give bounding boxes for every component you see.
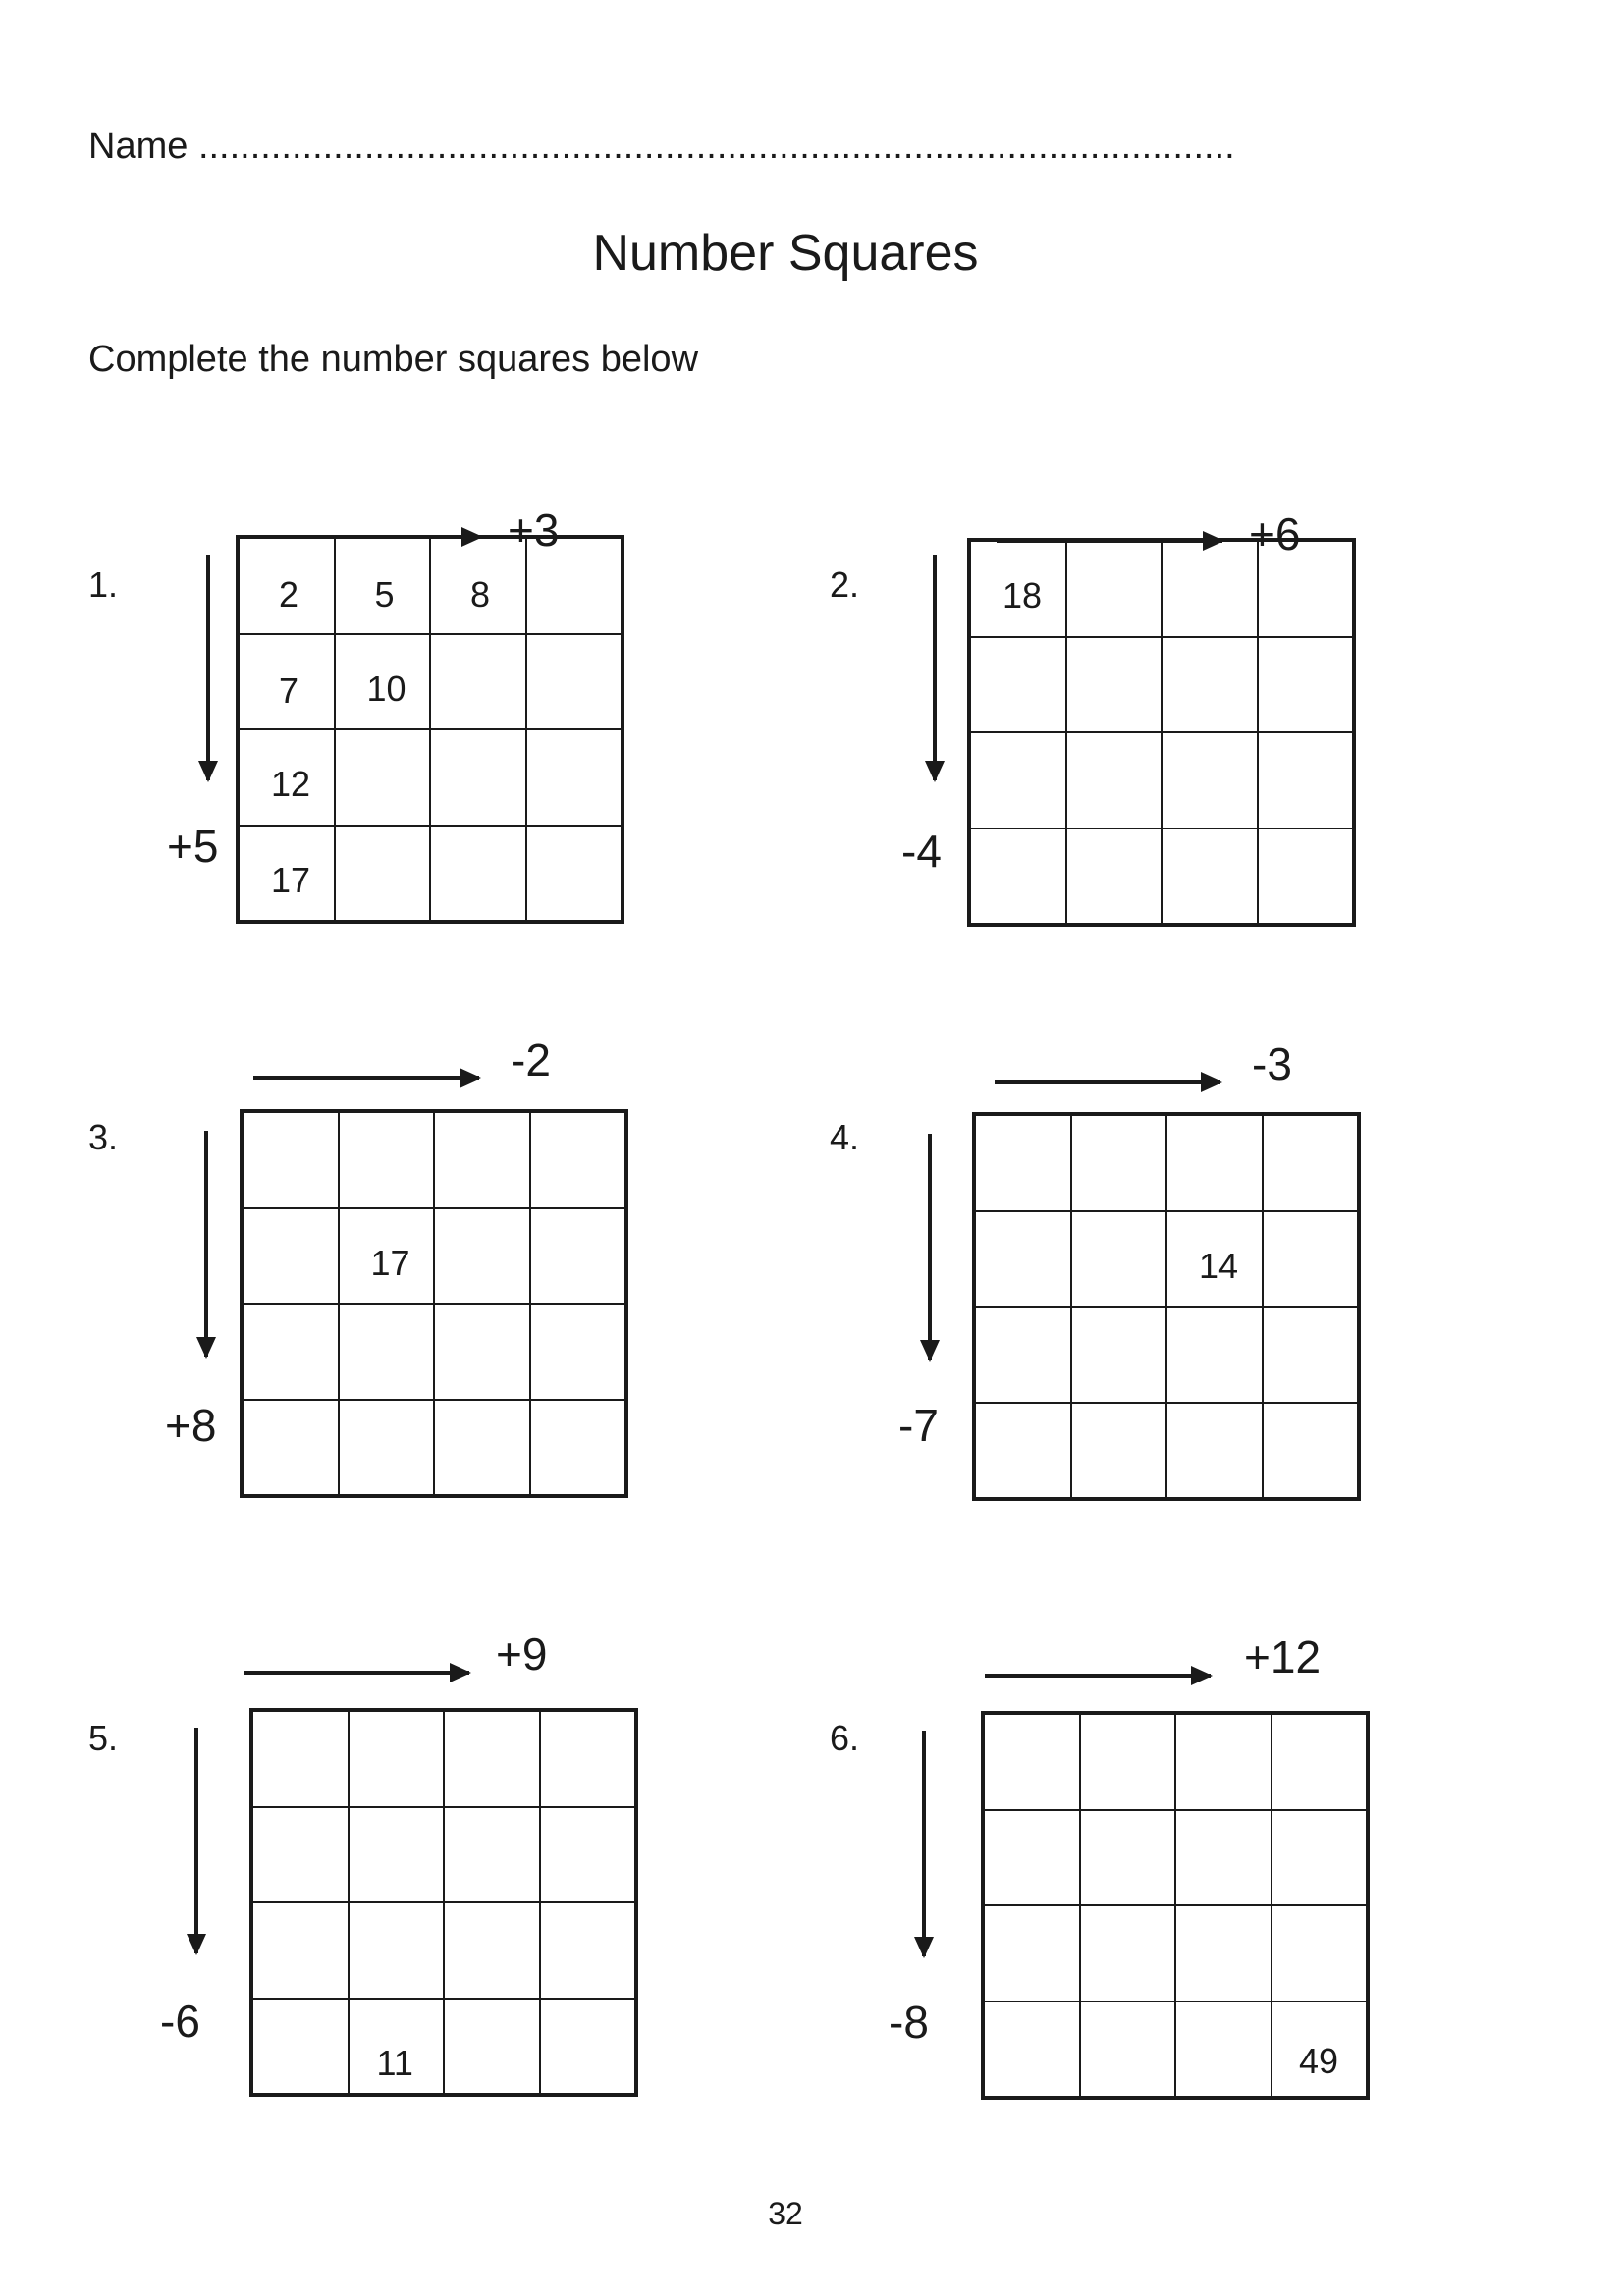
- grid-cell[interactable]: [970, 828, 1066, 925]
- number-grid: [967, 538, 1356, 927]
- grid-cell[interactable]: [1066, 541, 1163, 637]
- grid-cell[interactable]: [1272, 1714, 1368, 1810]
- grid-cell[interactable]: [1166, 1403, 1263, 1499]
- number-grid: [972, 1112, 1361, 1501]
- grid-cell[interactable]: [1258, 828, 1354, 925]
- grid-cell[interactable]: [1066, 828, 1163, 925]
- across-arrow-icon: [995, 1080, 1220, 1084]
- grid-cell[interactable]: [975, 1307, 1071, 1403]
- across-rule: -2: [511, 1035, 551, 1086]
- grid-cell[interactable]: [530, 1304, 626, 1400]
- grid-cell[interactable]: [349, 1902, 445, 1999]
- grid-cell[interactable]: [1071, 1403, 1167, 1499]
- grid-cell[interactable]: [430, 538, 526, 634]
- grid-cell[interactable]: [1162, 637, 1258, 733]
- grid-cell[interactable]: [444, 1807, 540, 1903]
- down-arrow-icon: [206, 555, 210, 780]
- grid-cell[interactable]: [526, 826, 623, 922]
- instruction-text: Complete the number squares below: [88, 339, 699, 380]
- across-rule: +12: [1244, 1631, 1322, 1682]
- grid-cell[interactable]: [1263, 1307, 1359, 1403]
- puzzle-3: [88, 1035, 795, 1639]
- grid-cell[interactable]: [339, 1304, 435, 1400]
- grid-cell[interactable]: [975, 1115, 1071, 1211]
- puzzle-number: 4.: [830, 1117, 860, 1157]
- puzzle-1: [88, 505, 795, 1065]
- puzzle-2: [830, 508, 1537, 1065]
- cell-value: 8: [470, 574, 491, 614]
- grid-cell[interactable]: [1071, 1115, 1167, 1211]
- cell-value: 11: [376, 2042, 413, 2083]
- grid-cell[interactable]: [1175, 1714, 1272, 1810]
- grid-cell[interactable]: [1272, 1905, 1368, 2002]
- grid-cell[interactable]: [1272, 1810, 1368, 1906]
- grid-cell[interactable]: [349, 1711, 445, 1807]
- grid-cell[interactable]: [1162, 732, 1258, 828]
- puzzle-6: [830, 1631, 1537, 2241]
- grid-cell[interactable]: [970, 637, 1066, 733]
- grid-cell[interactable]: [349, 1807, 445, 1903]
- grid-cell[interactable]: [1175, 1810, 1272, 1906]
- grid-cell[interactable]: [1080, 1905, 1176, 2002]
- grid-cell[interactable]: [252, 1999, 349, 2095]
- cell-value: 10: [366, 667, 406, 709]
- grid-cell[interactable]: [1066, 637, 1163, 733]
- name-blank[interactable]: ....................................................................................................: [197, 126, 1235, 167]
- grid-cell[interactable]: [1258, 541, 1354, 637]
- grid-cell[interactable]: [526, 729, 623, 826]
- grid-cell[interactable]: [339, 1400, 435, 1496]
- grid-cell[interactable]: [243, 1208, 339, 1305]
- grid-cell[interactable]: [430, 826, 526, 922]
- grid-cell[interactable]: [339, 1112, 435, 1208]
- down-rule: -6: [160, 1996, 200, 2047]
- down-rule: +8: [165, 1400, 217, 1451]
- grid-cell[interactable]: [1166, 1211, 1263, 1308]
- grid-cell[interactable]: [434, 1112, 530, 1208]
- number-grid: [249, 1708, 638, 2097]
- grid-cell[interactable]: [339, 1208, 435, 1305]
- name-line: [88, 126, 1235, 168]
- grid-cell[interactable]: [530, 1112, 626, 1208]
- grid-cell[interactable]: [984, 1810, 1080, 1906]
- grid-cell[interactable]: [434, 1208, 530, 1305]
- puzzle-5: [88, 1629, 795, 2238]
- across-arrow-icon: [253, 1076, 479, 1080]
- puzzle-number: 6.: [830, 1718, 860, 1758]
- down-arrow-icon: [928, 1134, 932, 1360]
- grid-cell[interactable]: [1080, 1810, 1176, 1906]
- grid-cell[interactable]: [430, 729, 526, 826]
- grid-cell[interactable]: [540, 1807, 636, 1903]
- down-arrow-icon: [194, 1728, 198, 1953]
- down-arrow-icon: [933, 555, 937, 780]
- down-arrow-icon: [204, 1131, 208, 1357]
- grid-cell[interactable]: [970, 541, 1066, 637]
- grid-cell[interactable]: [526, 538, 623, 634]
- grid-cell[interactable]: [530, 1208, 626, 1305]
- grid-cell[interactable]: [1080, 1714, 1176, 1810]
- grid-cell[interactable]: [335, 634, 431, 730]
- grid-cell[interactable]: [1166, 1307, 1263, 1403]
- puzzle-4: [830, 1039, 1537, 1642]
- cell-value: 12: [271, 764, 311, 804]
- across-rule: +3: [508, 505, 560, 556]
- down-rule: -7: [898, 1400, 939, 1451]
- grid-cell[interactable]: [335, 826, 431, 922]
- grid-cell[interactable]: [530, 1400, 626, 1496]
- number-grid: [981, 1711, 1370, 2100]
- grid-cell[interactable]: [1263, 1115, 1359, 1211]
- grid-cell[interactable]: [243, 1304, 339, 1400]
- cell-value: 2: [279, 574, 299, 614]
- cell-value: 5: [374, 574, 395, 614]
- across-arrow-icon: [985, 1674, 1211, 1678]
- grid-cell[interactable]: [984, 2002, 1080, 2098]
- grid-cell[interactable]: [444, 1999, 540, 2095]
- cell-value: 18: [1002, 575, 1043, 615]
- grid-cell[interactable]: [335, 538, 431, 634]
- grid-cell[interactable]: [243, 1400, 339, 1496]
- grid-cell[interactable]: [1162, 541, 1258, 637]
- puzzle-number: 2.: [830, 564, 860, 605]
- puzzle-number: 3.: [88, 1117, 119, 1157]
- grid-cell[interactable]: [1258, 637, 1354, 733]
- cell-value: 7: [279, 669, 299, 711]
- grid-cell[interactable]: [540, 1711, 636, 1807]
- across-arrow-icon: [244, 1671, 469, 1675]
- grid-cell[interactable]: [540, 1902, 636, 1999]
- grid-cell[interactable]: [252, 1902, 349, 1999]
- grid-cell[interactable]: [444, 1711, 540, 1807]
- grid-cell[interactable]: [1066, 732, 1163, 828]
- number-grid: [240, 1109, 628, 1498]
- grid-cell[interactable]: [526, 634, 623, 730]
- grid-cell[interactable]: [252, 1711, 349, 1807]
- grid-cell[interactable]: [1175, 1905, 1272, 2002]
- grid-cell[interactable]: [975, 1403, 1071, 1499]
- grid-cell[interactable]: [970, 732, 1066, 828]
- down-rule: +5: [167, 821, 219, 872]
- grid-cell[interactable]: [540, 1999, 636, 2095]
- grid-cell[interactable]: [239, 634, 335, 730]
- grid-cell[interactable]: [1080, 2002, 1176, 2098]
- cell-value: 17: [370, 1242, 410, 1283]
- cell-value: 14: [1199, 1245, 1239, 1286]
- page-title: Number Squares: [592, 225, 979, 282]
- number-grid: [236, 535, 624, 924]
- down-arrow-icon: [922, 1731, 926, 1956]
- name-label: Name: [88, 126, 189, 167]
- grid-cell[interactable]: [1071, 1211, 1167, 1308]
- across-rule: -3: [1252, 1039, 1292, 1090]
- puzzle-number: 1.: [88, 564, 119, 605]
- down-rule: -8: [889, 1997, 929, 2048]
- puzzle-number: 5.: [88, 1718, 119, 1758]
- grid-cell[interactable]: [252, 1807, 349, 1903]
- grid-cell[interactable]: [1162, 828, 1258, 925]
- grid-cell[interactable]: [430, 634, 526, 730]
- grid-cell[interactable]: [1258, 732, 1354, 828]
- across-rule: +9: [496, 1629, 548, 1680]
- grid-cell[interactable]: [1263, 1403, 1359, 1499]
- grid-cell[interactable]: [434, 1304, 530, 1400]
- grid-cell[interactable]: [1175, 2002, 1272, 2098]
- grid-cell[interactable]: [349, 1999, 445, 2095]
- grid-cell[interactable]: [1071, 1307, 1167, 1403]
- across-rule: +6: [1249, 508, 1301, 560]
- grid-cell[interactable]: [239, 826, 335, 922]
- grid-cell[interactable]: [239, 538, 335, 634]
- grid-cell[interactable]: [239, 729, 335, 826]
- cell-value: 49: [1298, 2041, 1338, 2081]
- page-number: 32: [768, 2196, 803, 2231]
- grid-cell[interactable]: [243, 1112, 339, 1208]
- cell-value: 17: [271, 859, 311, 900]
- grid-cell[interactable]: [1272, 2002, 1368, 2098]
- grid-cell[interactable]: [444, 1902, 540, 1999]
- grid-cell[interactable]: [984, 1905, 1080, 2002]
- grid-cell[interactable]: [434, 1400, 530, 1496]
- grid-cell[interactable]: [335, 729, 431, 826]
- down-rule: -4: [901, 826, 942, 877]
- grid-cell[interactable]: [984, 1714, 1080, 1810]
- grid-cell[interactable]: [975, 1211, 1071, 1308]
- grid-cell[interactable]: [1166, 1115, 1263, 1211]
- grid-cell[interactable]: [1263, 1211, 1359, 1308]
